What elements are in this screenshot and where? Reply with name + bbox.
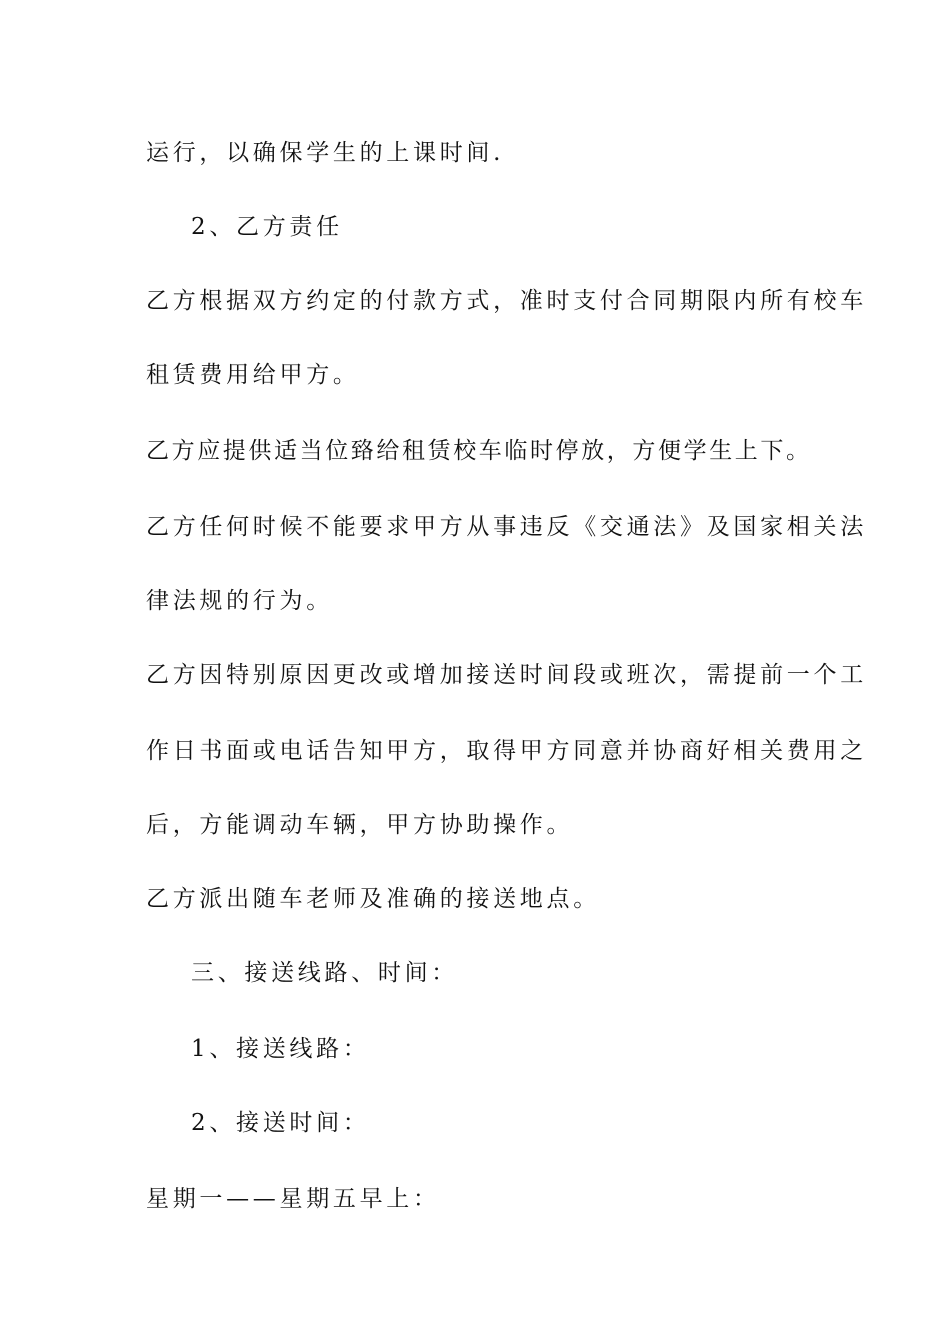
paragraph-line: 乙方应提供适当位臵给租赁校车临时停放，方便学生上下。 (146, 438, 812, 464)
paragraph-line: 乙方根据双方约定的付款方式，准时支付合同期限内所有校车 (146, 288, 867, 314)
subheading-time: 2、接送时间： (191, 1110, 370, 1136)
paragraph-line: 乙方任何时候不能要求甲方从事违反《交通法》及国家相关法 (146, 514, 867, 540)
paragraph-line: 律法规的行为。 (146, 588, 333, 614)
paragraph-line: 后，方能调动车辆，甲方协助操作。 (146, 812, 574, 838)
paragraph-line: 乙方派出随车老师及准确的接送地点。 (146, 886, 600, 912)
paragraph-line: 乙方因特别原因更改或增加接送时间段或班次，需提前一个工 (146, 662, 867, 688)
paragraph-line: 作日书面或电话告知甲方，取得甲方同意并协商好相关费用之 (146, 738, 867, 764)
paragraph-line: 运行，以确保学生的上课时间. (146, 140, 505, 166)
paragraph-line: 租赁费用给甲方。 (146, 362, 360, 388)
section-heading-route-time: 三、接送线路、时间： (191, 960, 458, 986)
paragraph-line: 星期一——星期五早上： (146, 1186, 440, 1212)
subheading-route: 1、接送线路： (191, 1036, 370, 1062)
section-heading-party-b-duties: 2、乙方责任 (191, 214, 343, 240)
